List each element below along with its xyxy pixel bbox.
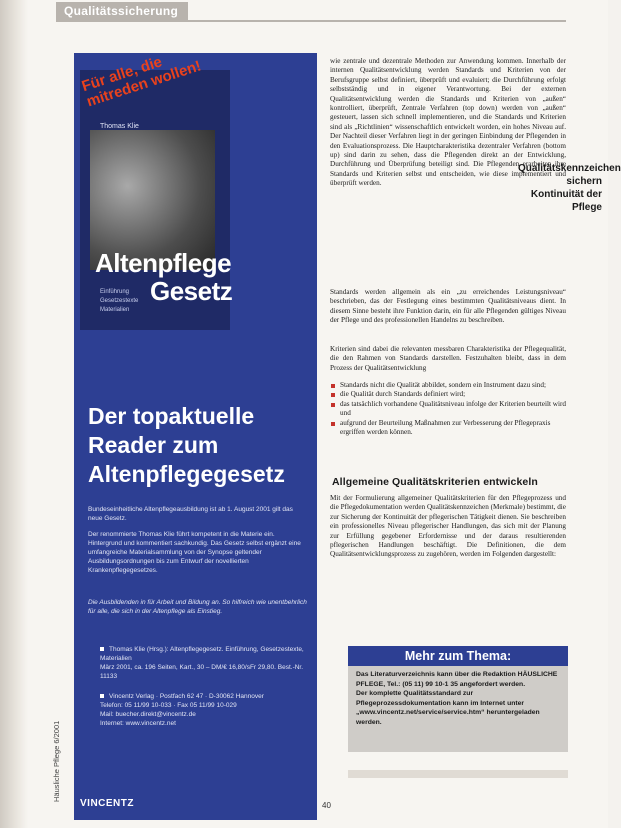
bullet-icon — [100, 647, 104, 651]
article-paragraph-2: Standards werden allgemein als ein „zu erreichendes Leistungsniveau“ beschrieben, das der Festlegung eines bestimmten Qualitätsniveaus dient. In diesem Sinne besteht ihre Funktion darin, ein für alle Pflegenden gültiges Niveau der Pflege und des professionellen Handelns zu beschreiben. — [330, 288, 566, 325]
article-paragraph-3: Kriterien sind dabei die relevanten messbaren Charakteristika der Pflegequalität, die den Rahmen von Standards darstellen. Festzuhalten bleibt, dass in dem Prozess der Qualitätsentwicklung — [330, 345, 566, 372]
list-item: aufgrund der Beurteilung Maßnahmen zur Verbesserung der Pflegepraxis ergriffen werden können. — [330, 419, 566, 438]
article-paragraph-4: Mit der Formulierung allgemeiner Qualitätskriterien für den Pflegeprozess und die Pflegedokumentation werden Qualitätskennzeichen (Merkmale) bestimmt, die zur Sicherung der Kontinuität der pflegerischen Tätigkeit dienen. Sie beschreiben ein professionelles Niveau pflegerischer Handlungen, das sich mit der Planung zur Erfüllung gegebener Erfordernisse und der daraus resultierenden pflegerischen Handlungen beschäftigt. Die Definitionen, die dem Qualitätsentwicklungsprozess zu zugehören, werden im Folgenden dargestellt: — [330, 494, 566, 559]
ad-order-details: März 2001, ca. 196 Seiten, Kart., 30 – DM/€ 16,80/sFr 29,80. Best.-Nr. 11133 — [100, 664, 304, 680]
ad-publisher-mail: Mail: buecher.direkt@vincentz.de — [100, 711, 196, 718]
page-binding — [0, 0, 28, 828]
info-box-heading: Mehr zum Thema: — [348, 646, 568, 666]
info-download: Der komplette Qualitätsstandard zur Pflegeprozessdokumentation kann im Internet unter „www.vincentz.net/service/service.htm“ heruntergeladen werden. — [356, 690, 540, 726]
ad-paragraph-3: Die Ausbildenden in für Arbeit und Bildung an. So hilfreich wie unentbehrlich für alle, die sich in der Altenpflege als Einstieg. — [88, 599, 307, 615]
ad-publisher-phone: Telefon: 05 11/99 10-033 · Fax 05 11/99 10-029 — [100, 702, 237, 709]
list-item: die Qualität durch Standards definiert wird; — [330, 390, 566, 399]
section-rule — [56, 20, 566, 22]
issue-credit: Häusliche Pflege 6/2001 — [52, 720, 61, 802]
ad-headline: Der topaktuelle Reader zum Altenpflegegesetz — [88, 403, 285, 487]
book-author: Thomas Klie — [100, 123, 139, 130]
footer-strip — [348, 770, 568, 778]
book-subtitle-1: Einführung — [100, 289, 130, 295]
info-box-text — [356, 670, 562, 727]
publisher-logo: VINCENTZ — [80, 798, 134, 809]
article-paragraph-1: wie zentrale und dezentrale Methoden zur Anwendung kommen. Innerhalb der internen Qualitätsentwicklung werden Standards und Kriterien von der Berufsgruppe selbst definiert, überprüft und evaluiert; die Durchführung erfolgt selbstständig und in eigener Verantwortung. Bei der externen Qualitätsentwicklung werden die Standards und Kriterien von „außen“ kontrolliert, überprüft, Zentrale Verfahren (top down) werden von „außen“ gesteuert, lassen sich schnell implementieren, und die Standards und Kriterien sind als „Richtlinien“ wissenschaftlich entwickelt worden, ein hohes Niveau auf. Der Nachteil dieser Verfahren liegt in der geringen Einbindung der Pflegenden in den Evaluationsprozess. Die Hauptcharakteristika dezentraler Verfahren (bottom up) sind darin zu sehen, dass die Pflegenden direkt an der Entwicklung, Durchführung und Überprüfung beteiligt sind. Die Pflegenden erarbeiten ihre Standards und Kriterien selbst und entscheiden, wie diese implementiert und überprüft werden. — [330, 57, 566, 188]
list-item: Standards nicht die Qualität abbildet, sondern ein Instrument dazu sind; — [330, 381, 566, 390]
list-item: das tatsächlich vorhandene Qualitätsniveau infolge der Kriterien beurteilt wird und — [330, 400, 566, 419]
ad-paragraph-1: Bundeseinheitliche Altenpflegeausbildung ist ab 1. August 2001 gilt das neue Gesetz. — [88, 506, 293, 522]
ad-order-title: Thomas Klie (Hrsg.): Altenpflegegesetz. Einführung, Gesetzestexte, Materialien — [100, 646, 304, 662]
book-subtitle-2: Gesetzestexte — [100, 298, 139, 304]
ad-publisher-web: Internet: www.vincentz.net — [100, 720, 176, 727]
article-subheading: Allgemeine Qualitätskriterien entwickeln — [332, 476, 538, 488]
ad-paragraph-2: Der renommierte Thomas Klie führt kompetent in die Materie ein. Hintergrund und kommentiert sachkundig. Das Gesetz selbst ergänzt eine umfangreiche Materialsammlung von der Synopse geltender Ausbildungsordnungen bis zum Entwurf der novellierten Krankenpflegegesetzes. — [88, 531, 301, 574]
page-number: 40 — [322, 801, 331, 810]
ad-slogan: Für alle, die mitreden wollen! — [79, 53, 204, 111]
book-title-line1: Altenpflege — [95, 248, 232, 278]
pull-quote: Qualitätskennzeichen sichern Kontinuität der Pflege — [518, 163, 621, 213]
article-bullet-list — [330, 381, 566, 437]
info-box — [348, 646, 568, 752]
bullet-icon — [100, 694, 104, 698]
info-literature: Das Literaturverzeichnis kann über die Redaktion HÄUSLICHE PFLEGE, Tel.: (05 11) 99 10-1 35 angefordert werden. — [356, 671, 558, 688]
ad-publisher-address: Vincentz Verlag · Postfach 62 47 · D-30062 Hannover — [100, 692, 310, 701]
book-subtitle-3: Materialien — [100, 307, 130, 313]
section-tab: Qualitätssicherung — [56, 2, 188, 20]
book-title-line2: Gesetz — [150, 276, 233, 306]
